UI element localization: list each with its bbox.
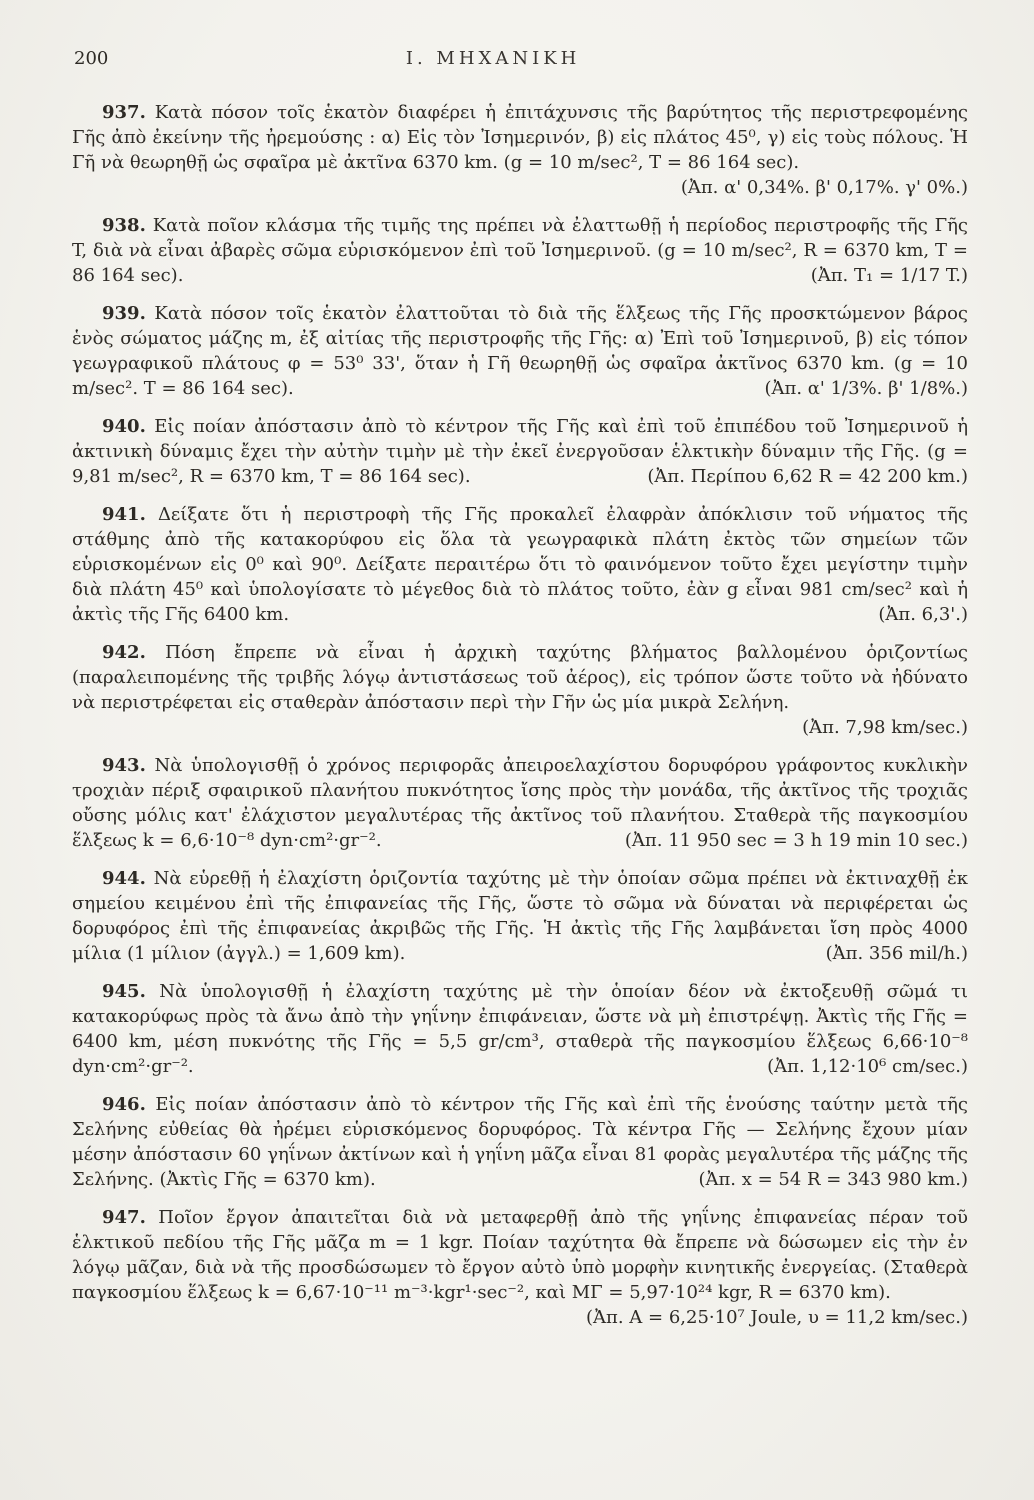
problem-text: Δείξατε ὅτι ἡ περιστροφὴ τῆς Γῆς προκαλεῖ ἐλαφρὰν ἀπόκλισιν τοῦ νήματος τῆς στάθμης ἀπὸ τῆς κατακορύφου εἰς ὅλα τὰ γεωγραφικὰ πλάτη ἐκτὸς τῶν σημείων τῶν εὑρισκομένων εἰς 0⁰ καὶ 90⁰. Δείξατε περαιτέρω ὅτι τὸ φαινόμενον τοῦτο ἔχει μεγίστην τιμὴν διὰ πλάτη 45⁰ καὶ ὑπολογίσατε τὸ μέγεθος διὰ τὸ πλάτος τοῦτο, ἐὰν g εἶναι 981 cm/sec² καὶ ἡ ἀκτὶς τῆς Γῆς 6400 km.	[72, 504, 968, 625]
problem-answer: (Ἀπ. 7,98 km/sec.)	[802, 717, 968, 738]
problem-number: 943.	[102, 755, 146, 776]
problem-answer: (Ἀπ. α' 1/3%. β' 1/8%.)	[764, 378, 968, 399]
problem-947	[72, 1205, 968, 1330]
problem-939	[72, 301, 968, 401]
problem-answer: (Ἀπ. 1,12·10⁶ cm/sec.)	[767, 1056, 968, 1077]
problem-text: Νὰ ὑπολογισθῇ ὁ χρόνος περιφορᾶς ἀπειροελαχίστου δορυφόρου γράφοντος κυκλικὴν τροχιὰν πέριξ σφαιρικοῦ πλανήτου πυκνότητος ἴσης πρὸς τὴν μονάδα, τῆς ἀκτῖνος τῆς τροχιᾶς οὔσης μόλις κατ' ἐλάχιστον μεγαλυτέρας τῆς ἀκτῖνος τοῦ πλανήτου. Σταθερὰ τῆς παγκοσμίου ἕλξεως k = 6,6·10⁻⁸ dyn·cm²·gr⁻².	[72, 755, 968, 851]
problem-answer: (Ἀπ. 356 mil/h.)	[825, 943, 968, 964]
page-title: Ι. ΜΗΧΑΝΙΚΗ	[405, 48, 581, 69]
problem-number: 945.	[102, 981, 146, 1002]
problem-text: Κατὰ ποῖον κλάσμα τῆς τιμῆς της πρέπει νὰ ἐλαττωθῇ ἡ περίοδος περιστροφῆς τῆς Γῆς T, διὰ νὰ εἶναι ἀβαρὲς σῶμα εὑρισκόμενον ἐπὶ τοῦ Ἰσημερινοῦ. (g = 10 m/sec², R = 6370 km, T = 86 164 sec).	[72, 215, 968, 286]
problem-text: Ποῖον ἔργον ἀπαιτεῖται διὰ νὰ μεταφερθῇ ἀπὸ τῆς γηΐνης ἐπιφανείας πέραν τοῦ ἑλκτικοῦ πεδίου τῆς Γῆς μᾶζα m = 1 kgr. Ποίαν ταχύτητα θὰ ἔπρεπε νὰ δώσωμεν εἰς τὴν ἐν λόγῳ μᾶζαν, διὰ νὰ τῆς προσδώσωμεν τὸ ἔργον αὐτὸ ὑπὸ μορφὴν κινητικῆς ἐνεργείας. (Σταθερὰ παγκοσμίου ἕλξεως k = 6,67·10⁻¹¹ m⁻³·kgr¹·sec⁻², καὶ MΓ = 5,97·10²⁴ kgr, R = 6370 km).	[72, 1207, 968, 1303]
problem-text: Κατὰ πόσον τοῖς ἑκατὸν ἐλαττοῦται τὸ διὰ τῆς ἕλξεως τῆς Γῆς προσκτώμενον βάρος ἑνὸς σώματος μάζης m, ἐξ αἰτίας τῆς περιστροφῆς τῆς Γῆς: α) Ἐπὶ τοῦ Ἰσημερινοῦ, β) εἰς τόπον γεωγραφικοῦ πλάτους φ = 53⁰ 33', ὅταν ἡ Γῆ θεωρηθῇ ὡς σφαῖρα ἀκτῖνος 6370 km. (g = 10 m/sec². T = 86 164 sec).	[72, 303, 968, 399]
problem-text: Κατὰ πόσον τοῖς ἑκατὸν διαφέρει ἡ ἐπιτάχυνσις τῆς βαρύτητος τῆς περιστρεφομένης Γῆς ἀπὸ ἐκείνην τῆς ἠρεμούσης : α) Εἰς τὸν Ἰσημερινόν, β) εἰς πλάτος 45⁰, γ) εἰς τοὺς πόλους. Ἡ Γῆ νὰ θεωρηθῇ ὡς σφαῖρα μὲ ἀκτῖνα 6370 km. (g = 10 m/sec², T = 86 164 sec).	[72, 102, 968, 173]
problem-945	[72, 979, 968, 1079]
problem-answer: (Ἀπ. α' 0,34%. β' 0,17%. γ' 0%.)	[680, 177, 968, 198]
problem-number: 940.	[102, 416, 146, 437]
problem-number: 947.	[102, 1207, 146, 1228]
problem-number: 938.	[102, 215, 146, 236]
page-header	[72, 46, 968, 72]
problem-number: 939.	[102, 303, 146, 324]
problem-941	[72, 502, 968, 627]
problem-answer: (Ἀπ. x = 54 R = 343 980 km.)	[698, 1169, 968, 1190]
problem-940	[72, 414, 968, 489]
problem-number: 937.	[102, 102, 146, 123]
problem-number: 946.	[102, 1094, 146, 1115]
problem-text: Νὰ ὑπολογισθῇ ἡ ἐλαχίστη ταχύτης μὲ τὴν ὁποίαν δέον νὰ ἐκτοξευθῇ σῶμά τι κατακορύφως πρὸς τὰ ἄνω ἀπὸ τὴν γηΐνην ἐπιφάνειαν, ὥστε νὰ μὴ ἐπιστρέψῃ. Ἀκτὶς τῆς Γῆς = 6400 km, μέση πυκνότης τῆς Γῆς = 5,5 gr/cm³, σταθερὰ τῆς παγκοσμίου ἕλξεως 6,66·10⁻⁸ dyn·cm²·gr⁻².	[72, 981, 968, 1077]
problem-answer: (Ἀπ. 6,3'.)	[878, 604, 968, 625]
problem-number: 944.	[102, 868, 146, 889]
problem-answer: (Ἀπ. Περίπου 6,62 R = 42 200 km.)	[647, 466, 968, 487]
problem-text: Εἰς ποίαν ἀπόστασιν ἀπὸ τὸ κέντρον τῆς Γῆς καὶ ἐπὶ τοῦ ἐπιπέδου τοῦ Ἰσημερινοῦ ἡ ἀκτινικὴ δύναμις ἔχει τὴν αὐτὴν τιμὴν μὲ τὴν ἐκεῖ ἐνεργοῦσαν ἑλκτικὴν δύναμιν τῆς Γῆς. (g = 9,81 m/sec², R = 6370 km, T = 86 164 sec).	[72, 416, 968, 487]
problem-text: Πόση ἔπρεπε νὰ εἶναι ἡ ἀρχικὴ ταχύτης βλήματος βαλλομένου ὁριζοντίως (παραλειπομένης τῆς τριβῆς λόγῳ ἀντιστάσεως τοῦ ἀέρος), εἰς τρόπον ὥστε τοῦτο νὰ ἠδύνατο νὰ περιστρέφεται εἰς σταθερὰν ἀπόστασιν περὶ τὴν Γῆν ὡς μία μικρὰ Σελήνη.	[72, 642, 968, 713]
problem-text: Νὰ εὑρεθῇ ἡ ἐλαχίστη ὁριζοντία ταχύτης μὲ τὴν ὁποίαν σῶμα πρέπει νὰ ἐκτιναχθῇ ἐκ σημείου κειμένου ἐπὶ τῆς ἐπιφανείας τῆς Γῆς, ὥστε τὸ σῶμα νὰ δύναται νὰ περιφέρεται ὡς δορυφόρος ἐπὶ τῆς ἐπιφανείας ἀκριβῶς τῆς Γῆς. Ἡ ἀκτὶς τῆς Γῆς λαμβάνεται ἴση πρὸς 4000 μίλια (1 μίλιον (ἀγγλ.) = 1,609 km).	[72, 868, 968, 964]
problem-938	[72, 213, 968, 288]
problem-944	[72, 866, 968, 966]
problem-942	[72, 640, 968, 740]
problem-answer: (Ἀπ. 11 950 sec = 3 h 19 min 10 sec.)	[624, 830, 968, 851]
problem-text: Εἰς ποίαν ἀπόστασιν ἀπὸ τὸ κέντρον τῆς Γῆς καὶ ἐπὶ τῆς ἑνούσης ταύτην μετὰ τῆς Σελήνης εὐθείας θὰ ἠρέμει εὑρισκόμενος δορυφόρος. Τὰ κέντρα Γῆς — Σελήνης ἔχουν μίαν μέσην ἀπόστασιν 60 γηΐνων ἀκτίνων καὶ ἡ γηΐνη μᾶζα εἶναι 81 φορὰς μεγαλυτέρα τῆς μάζης τῆς Σελήνης. (Ἀκτὶς Γῆς = 6370 km).	[72, 1094, 968, 1190]
problem-943	[72, 753, 968, 853]
problem-answer: (Ἀπ. T₁ = 1/17 T.)	[810, 265, 968, 286]
problem-946	[72, 1092, 968, 1192]
problem-answer: (Ἀπ. A = 6,25·10⁷ Joule, υ = 11,2 km/sec.)	[586, 1307, 968, 1328]
page-number: 200	[74, 48, 109, 69]
problem-number: 942.	[102, 642, 146, 663]
problem-937	[72, 100, 968, 200]
problem-number: 941.	[102, 504, 146, 525]
